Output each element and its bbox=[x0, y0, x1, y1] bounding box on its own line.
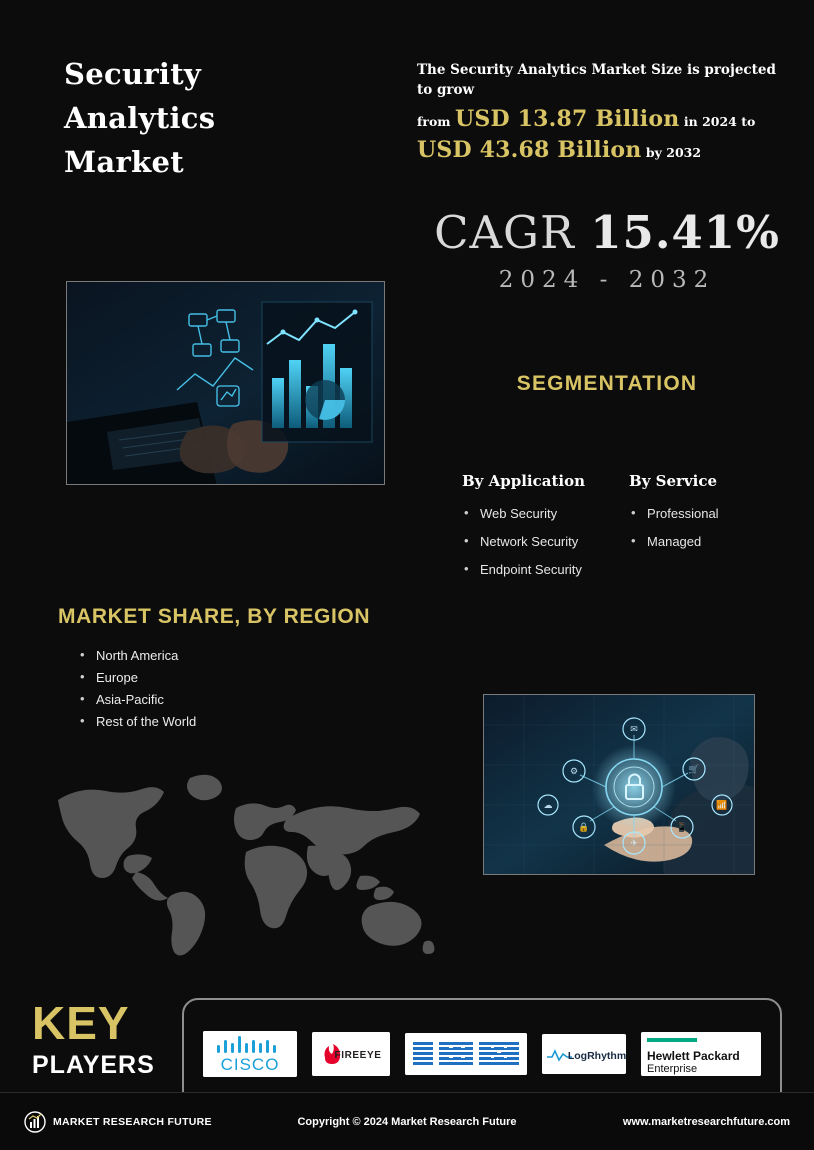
svg-text:CISCO: CISCO bbox=[220, 1055, 280, 1074]
market-share-region-list bbox=[78, 645, 196, 733]
market-share-heading: MARKET SHARE, BY REGION bbox=[58, 605, 371, 628]
headline-block bbox=[417, 60, 777, 166]
laptop-analytics-illustration bbox=[67, 282, 385, 485]
svg-text:FIREEYE: FIREEYE bbox=[334, 1050, 382, 1061]
headline-2032 bbox=[417, 137, 777, 166]
footer bbox=[0, 1092, 814, 1150]
svg-text:🔒: 🔒 bbox=[578, 822, 590, 832]
cagr-value: 15.41% bbox=[590, 206, 780, 259]
svg-text:Hewlett Packard: Hewlett Packard bbox=[646, 1049, 740, 1063]
headline-intro: The Security Analytics Market Size is projected to grow bbox=[417, 62, 776, 98]
world-map bbox=[40, 760, 440, 960]
headline-by-label: by 2032 bbox=[645, 145, 702, 160]
segmentation-columns bbox=[462, 472, 802, 584]
list-item: • Asia-Pacific bbox=[78, 689, 196, 711]
cagr-period: 2024 - 2032 bbox=[498, 267, 716, 293]
svg-text:✈: ✈ bbox=[630, 838, 638, 848]
cagr-value-row bbox=[417, 206, 797, 259]
page-title-line-1: Security bbox=[64, 57, 202, 91]
logo-hewlett-packard-enterprise bbox=[641, 1032, 761, 1076]
list-item: • Professional bbox=[629, 500, 719, 528]
value-2032: USD 43.68 Billion bbox=[417, 137, 642, 163]
logo-fireeye bbox=[312, 1032, 390, 1076]
segmentation-by-service-list bbox=[629, 500, 719, 556]
headline-in-label: in 2024 to bbox=[683, 114, 756, 129]
logo-cisco bbox=[203, 1031, 297, 1077]
security-interface-image bbox=[483, 694, 755, 875]
svg-text:✉: ✉ bbox=[630, 724, 638, 734]
footer-website: www.marketresearchfuture.com bbox=[622, 1115, 790, 1128]
list-item: • Network Security bbox=[462, 528, 585, 556]
footer-copyright: Copyright © 2024 Market Research Future bbox=[297, 1115, 517, 1128]
headline-from-label: from bbox=[417, 114, 451, 129]
world-map-illustration bbox=[40, 760, 440, 960]
segmentation-by-service bbox=[629, 472, 719, 584]
page-title-line-2: Analytics bbox=[64, 101, 216, 135]
logrhythm-logo bbox=[542, 1034, 626, 1074]
list-item: • Web Security bbox=[462, 500, 585, 528]
security-interface-illustration bbox=[484, 695, 755, 875]
list-item: • Managed bbox=[629, 528, 719, 556]
segmentation-by-service-title: By Service bbox=[629, 472, 718, 490]
svg-text:Enterprise: Enterprise bbox=[646, 1063, 697, 1075]
svg-text:📶: 📶 bbox=[716, 800, 728, 810]
list-item: • Europe bbox=[78, 667, 196, 689]
svg-text:🛒: 🛒 bbox=[688, 764, 700, 774]
svg-text:LogRhythm: LogRhythm bbox=[567, 1050, 626, 1062]
svg-text:⚙: ⚙ bbox=[569, 766, 579, 776]
footer-brand-text: MARKET RESEARCH FUTURE bbox=[53, 1115, 212, 1128]
page-title bbox=[64, 52, 394, 184]
svg-text:📱: 📱 bbox=[676, 822, 688, 832]
svg-text:☁: ☁ bbox=[543, 800, 553, 810]
value-2024: USD 13.87 Billion bbox=[454, 106, 680, 132]
segmentation-by-application bbox=[462, 472, 585, 584]
segmentation-heading: SEGMENTATION bbox=[516, 372, 698, 395]
cagr-prefix: CAGR bbox=[434, 206, 575, 259]
list-item: • North America bbox=[78, 645, 196, 667]
key-players-label-top: KEY bbox=[32, 997, 130, 1049]
logo-ibm bbox=[405, 1033, 527, 1075]
cagr-block bbox=[417, 206, 797, 293]
list-item: • Endpoint Security bbox=[462, 556, 585, 584]
key-players-label-bottom: PLAYERS bbox=[32, 1051, 155, 1079]
segmentation-by-application-title: By Application bbox=[462, 472, 586, 490]
hpe-logo bbox=[641, 1032, 761, 1076]
key-players-label bbox=[32, 997, 182, 1082]
laptop-analytics-image bbox=[66, 281, 385, 485]
cisco-logo bbox=[203, 1031, 297, 1077]
page-title-line-3: Market bbox=[64, 145, 184, 179]
segmentation-by-application-list bbox=[462, 500, 585, 584]
logo-logrhythm bbox=[542, 1034, 626, 1074]
list-item: • Rest of the World bbox=[78, 711, 196, 733]
fireeye-logo bbox=[312, 1032, 390, 1076]
headline-2024 bbox=[417, 106, 777, 135]
ibm-logo bbox=[405, 1033, 527, 1075]
